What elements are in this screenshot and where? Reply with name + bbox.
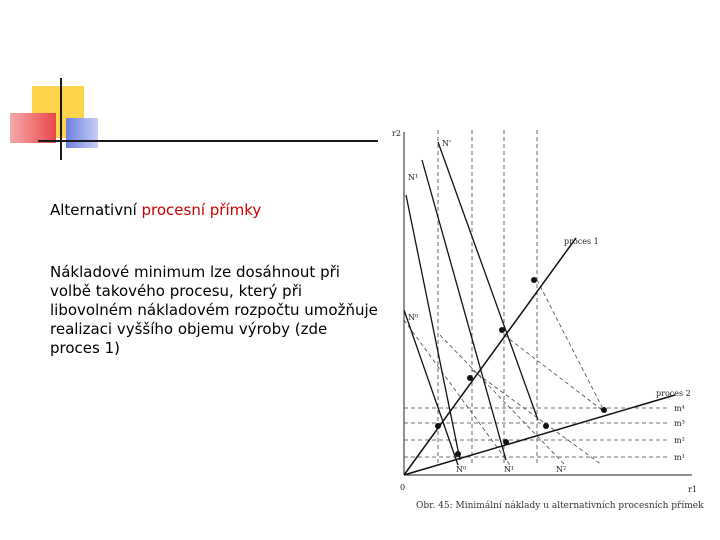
label-n2-bottom: N² xyxy=(556,465,567,474)
label-m1: m¹ xyxy=(674,453,685,462)
title-accent: procesní přímky xyxy=(141,201,262,219)
label-proces-2: proces 2 xyxy=(656,389,691,398)
label-proces-1: proces 1 xyxy=(564,237,599,246)
label-n1-top: N¹ xyxy=(408,173,419,182)
label-n1-bottom: N¹ xyxy=(504,465,515,474)
decor-red-square xyxy=(10,113,56,143)
process-1-ray xyxy=(404,238,576,475)
label-n-prime: N' xyxy=(442,139,452,148)
axis-y-label: r2 xyxy=(392,129,401,138)
axis-x-label: r1 xyxy=(688,485,697,494)
optimum-points xyxy=(435,277,607,457)
slide-body-text: Nákladové minimum lze dosáhnout při volbě takového procesu, který při libovolném nákladovém rozpočtu umožňuje realizaci vyššího objemu výroby (zde proces 1) xyxy=(50,263,378,357)
dashed-diagonals xyxy=(404,280,602,465)
label-n0-bottom: N⁰ xyxy=(456,465,467,474)
figure-caption: Obr. 45: Minimální náklady u alternativních procesních přímek xyxy=(416,501,704,511)
label-m2: m² xyxy=(674,436,685,445)
figure-svg xyxy=(380,120,710,520)
label-m3: m³ xyxy=(674,419,685,428)
dashed-verticals xyxy=(438,130,537,465)
decor-blue-square xyxy=(66,118,98,148)
isoquant-figure xyxy=(380,120,710,520)
title-plain: Alternativní xyxy=(50,201,142,219)
origin-label: 0 xyxy=(400,483,406,492)
decor-vertical-rule xyxy=(60,78,62,160)
label-m4: m⁴ xyxy=(674,404,685,413)
slide-title xyxy=(50,201,261,219)
process-2-ray xyxy=(404,395,675,475)
decor-horizontal-rule xyxy=(38,140,378,142)
label-n0-left: N⁰ xyxy=(408,313,419,322)
